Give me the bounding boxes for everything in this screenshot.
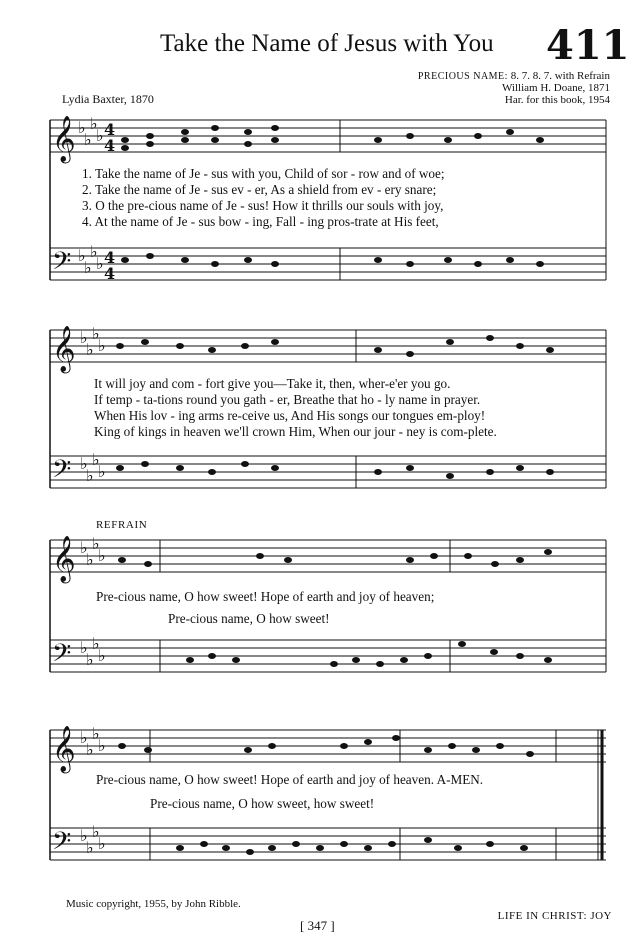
svg-text:♭: ♭	[98, 462, 106, 481]
svg-text:4: 4	[104, 248, 116, 267]
svg-text:𝄞: 𝄞	[52, 326, 76, 372]
svg-text:♭: ♭	[96, 126, 104, 145]
svg-text:♭: ♭	[96, 254, 104, 273]
svg-text:♭: ♭	[86, 340, 94, 359]
svg-text:♭: ♭	[78, 118, 86, 137]
svg-text:𝄢: 𝄢	[52, 455, 72, 490]
svg-text:♭: ♭	[98, 646, 106, 665]
svg-text:♭: ♭	[90, 242, 98, 261]
page-number: [ 347 ]	[300, 918, 335, 933]
svg-text:♭: ♭	[92, 634, 100, 653]
composer: William H. Doane, 1871	[501, 82, 610, 94]
verse-4-line: King of kings in heaven we'll crown Him, When our jour - ney is com-plete.	[94, 424, 497, 439]
svg-text:♭: ♭	[86, 650, 94, 669]
svg-text:♭: ♭	[92, 534, 100, 553]
tune-name: PRECIOUS NAME:	[417, 71, 508, 82]
svg-text:♭: ♭	[92, 450, 100, 469]
svg-text:♭: ♭	[78, 246, 86, 265]
verse-2-line: If temp - ta-tions round you gath - er, Breathe that ho - ly name in prayer.	[94, 392, 481, 407]
harmony-credit: Har. for this book, 1954	[504, 94, 610, 106]
svg-text:♭: ♭	[98, 546, 106, 565]
refrain-bass-line: Pre-cious name, O how sweet, how sweet!	[150, 796, 375, 811]
verse-1-line: 1. Take the name of Je - sus with you, Child of sor - row and of woe;	[82, 166, 445, 181]
svg-text:♭: ♭	[80, 728, 88, 747]
category-label: LIFE IN CHRIST: JOY	[497, 910, 612, 922]
staff-1-bass	[50, 248, 606, 280]
svg-text:4: 4	[104, 120, 116, 139]
svg-text:♭: ♭	[80, 454, 88, 473]
refrain-label: REFRAIN	[96, 519, 148, 531]
verse-3-line: When His lov - ing arms re-ceive us, And His songs our tongues em-ploy!	[94, 408, 486, 423]
svg-text:♭: ♭	[92, 822, 100, 841]
verse-4-line: 4. At the name of Je - sus bow - ing, Fall - ing pros-trate at His feet,	[82, 214, 439, 229]
verse-1-line: It will joy and com - fort give you—Take it, then, wher-e'er you go.	[94, 376, 451, 391]
treble-clef-icon: 𝄞	[52, 116, 76, 162]
svg-text:𝄞: 𝄞	[52, 726, 76, 772]
svg-text:♭: ♭	[92, 724, 100, 743]
refrain-bass-line: Pre-cious name, O how sweet!	[168, 611, 330, 626]
svg-text:♭: ♭	[84, 130, 92, 149]
author: Lydia Baxter, 1870	[62, 92, 154, 106]
hymn-number: 411	[546, 22, 630, 69]
svg-text:♭: ♭	[80, 538, 88, 557]
svg-text:♭: ♭	[86, 838, 94, 857]
svg-text:♭: ♭	[80, 638, 88, 657]
verse-2-line: 2. Take the name of Je - sus ev - er, As a shield from ev - ery snare;	[82, 182, 437, 197]
svg-text:♭: ♭	[84, 258, 92, 277]
svg-text:♭: ♭	[80, 826, 88, 845]
hymn-title: Take the Name of Jesus with You	[160, 30, 494, 57]
svg-text:♭: ♭	[86, 466, 94, 485]
svg-text:♭: ♭	[98, 336, 106, 355]
svg-text:♭: ♭	[90, 114, 98, 133]
svg-text:4: 4	[104, 264, 116, 283]
svg-text:♭: ♭	[86, 740, 94, 759]
copyright-note: Music copyright, 1955, by John Ribble.	[66, 898, 241, 910]
svg-text:𝄢: 𝄢	[52, 827, 72, 862]
svg-text:𝄢: 𝄢	[52, 639, 72, 674]
svg-text:♭: ♭	[80, 328, 88, 347]
svg-text:♭: ♭	[86, 550, 94, 569]
svg-text:4: 4	[104, 136, 116, 155]
meter: 8. 7. 8. 7. with Refrain	[510, 70, 610, 82]
svg-text:♭: ♭	[98, 736, 106, 755]
refrain-soprano-line: Pre-cious name, O how sweet! Hope of earth and joy of heaven;	[96, 589, 435, 604]
svg-text:𝄞: 𝄞	[52, 536, 76, 582]
verse-3-line: 3. O the pre-cious name of Je - sus! How it thrills our souls with joy,	[82, 198, 444, 213]
refrain-soprano-line: Pre-cious name, O how sweet! Hope of earth and joy of heaven. A-MEN.	[96, 772, 484, 787]
bass-clef-icon: 𝄢	[52, 247, 72, 282]
staff-1-treble	[50, 120, 606, 152]
svg-text:♭: ♭	[92, 324, 100, 343]
svg-text:♭: ♭	[98, 834, 106, 853]
